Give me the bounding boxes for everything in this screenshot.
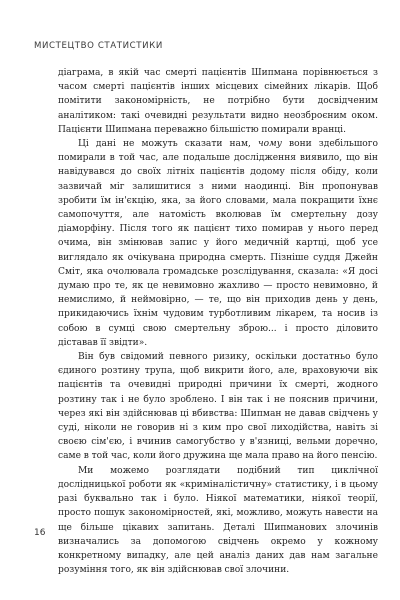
paragraph-2-lead: Ці дані не можуть сказати нам,: [78, 139, 258, 150]
paragraph-2-emphasis: чому: [257, 139, 282, 150]
paragraph-3: Він був свідомий певного ризику, оскільки достатньо було єдиного розтину трупа, щоб викрити його, але, враховуючи вік пацієнтів та очевидні природні причини їх смерті, жодного розтину так і не було зроблено. І він так і не пояснив причини, через які він здійснював ці вбивства: Шипман не давав свідчень у суді, ніколи не говорив ні з ким про свої лиходійства, навіть зі своєю сім'єю, і вчинив самогубство у в'язниці, вельми доречно, саме в той час, коли його дружина ще мала право на його пенсію.: [58, 352, 378, 462]
paragraph-2-rest: вони здебільшого помирали в той час, але подальше дослідження виявило, що він навідувався до своїх літніх пацієнтів додому після обіду, коли зазвичай міг залишитися з ними наодинці. Він пропонував зробити їм ін'єкцію, яка, за його словами, мала покращити їхнє самопочуття, але натомість вколював їм смертельну дозу діаморфіну. Після того як пацієнт тихо помирав у нього перед очима, він змінював запис у його медичній картці, щоб усе виглядало як очікувана природна смерть. Пізніше суддя Джейн Сміт, яка очолювала громадське розслідування, сказала: «Я досі думаю про те, як це невимовно жахливо — просто невимовно, й немислимо, й неймовірно, — те, що він приходив день у день, прикидаючись їхнім чудовим турботливим лікарем, та носив із собою в сумці свою смертельну зброю... і просто діловито діставав її звідти».: [58, 139, 378, 348]
running-title: МИСТЕЦТВО СТАТИСТИКИ: [34, 41, 163, 51]
paragraph-4: Ми можемо розглядати подібний тип циклічної дослідницької роботи як «криміналістичну» статистику, і в цьому разі буквально так і було. Ніякої математики, ніякої теорії, просто пошук закономірностей, які, можливо, можуть навести на ще більше цікавих запитань. Деталі Шипманових злочинів визначались за допомогою свідчень окремо у кожному конкретному випадку, але цей аналіз даних дав нам загальне розуміння того, як він здійснював свої злочини.: [58, 465, 378, 576]
paragraph-2: [58, 137, 378, 350]
body-text: [58, 66, 378, 577]
page-number: 16: [34, 528, 46, 538]
paragraph-1: діаграма, в якій час смерті пацієнтів Шипмана порівнюється з часом смерті пацієнтів інших місцевих сімейних лікарів. Щоб помітити закономірність, не потрібно бути досвідченим аналітиком: такі очевидні результати видно неозброєним оком. Пацієнти Шипмана переважно більшістю помирали вранці.: [58, 68, 378, 135]
